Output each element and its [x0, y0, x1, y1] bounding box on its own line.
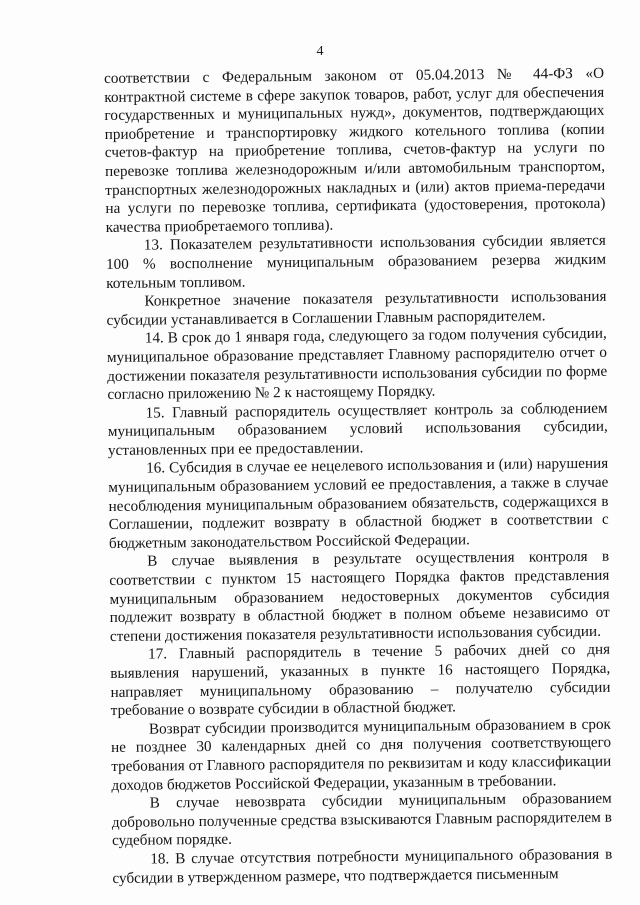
paragraph-16-control: В случае выявления в результате осуществления контроля в соответствии с пунктом 15 настоящего Порядка фактов представления муниципальным образованием недостоверных документов субсидия подлежит возврату в областной бюджет в полном объеме независимо от степени достижения показателя результативности использования субсидии.	[109, 548, 610, 645]
page-number: 4	[316, 44, 324, 59]
document-body	[104, 65, 613, 888]
paragraph-14: 14. В срок до 1 января года, следующего за годом получения субсидии, муниципальное образование представляет Главному распорядителю отчет о достижении показателя результативности использования субсидии по форме согласно приложению № 2 к настоящему Порядку.	[106, 325, 608, 404]
paragraph-15: 15. Главный распорядитель осуществляет контроль за соблюдением муниципальным образованием условий использования субсидии, установленных при ее предоставлении.	[107, 399, 608, 459]
paragraph-18: 18. В случае отсутствия потребности муниципального образования в субсидии в утвержденном размере, что подтверждается письменным	[112, 845, 613, 887]
paragraph-17-nonreturn: В случае невозврата субсидии муниципальным образованием добровольно полученные средства взыскиваются Главным распорядителем в судебном порядке.	[111, 789, 612, 850]
paragraph-12-continuation: соответствии с Федеральным законом от 05.04.2013 № 44-ФЗ «О контрактной системе в сфере закупок товаров, работ, услуг для обеспечения государственных и муниципальных нужд», документов, подтверждающих приобретение и транспортировку жидкого котельного топлива (копии счетов-фактур на приобретение топлива, счетов-фактур на услуги по перевозке топлива железнодорожным и/или автомобильным транспортом, транспортных железнодорожных накладных и (или) актов приема-передачи на услуги по перевозке топлива, сертификата (удостоверения, протокола) качества приобретаемого топлива).	[104, 64, 606, 236]
paragraph-16: 16. Субсидия в случае ее нецелевого использования и (или) нарушения муниципальным образованием условий ее предоставления, а также в случае несоблюдения муниципальным образованием обязательств, содержащихся в Соглашении, подлежит возврату в областной бюджет в соответствии с бюджетным законодательством Российской Федерации.	[108, 455, 609, 552]
paragraph-17-return: Возврат субсидии производится муниципальным образованием в срок не позднее 30 календарных дней со дня получения соответствующего требования от Главного распорядителя по реквизитам и коду классификации доходов бюджетов Российской Федерации, указанным в требовании.	[111, 715, 612, 794]
paragraph-13: 13. Показателем результативности использования субсидии является 100 % восполнение муниципальным образованием резерва жидким котельным топливом.	[105, 232, 607, 292]
paragraph-13-value: Конкретное значение показателя результативности использования субсидии устанавливается в Соглашении Главным распорядителем.	[106, 287, 607, 329]
paragraph-17: 17. Главный распорядитель в течение 5 рабочих дней со дня выявления нарушений, указанных в пункте 16 настоящего Порядка, направляет муниципальному образованию – получателю субсидии требование о возврате субсидии в областной бюджет.	[110, 641, 611, 720]
